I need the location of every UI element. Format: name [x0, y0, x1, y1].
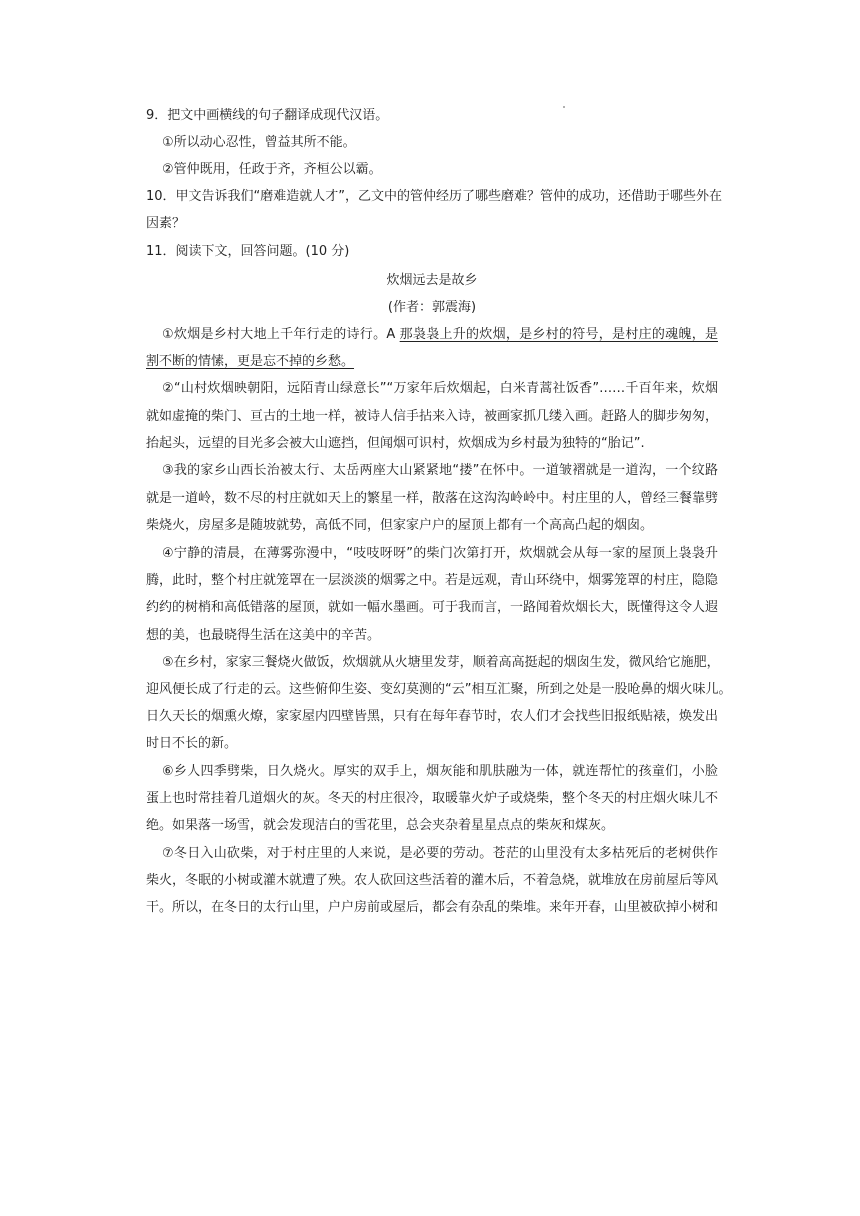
article-line: 就是一道岭，数不尽的村庄就如天上的繁星一样，散落在这沟沟岭岭中。村庄里的人，曾经三餐靠劈: [146, 491, 719, 506]
article-line: ⑤在乡村，家家三餐烧火做饭，炊烟就从火塘里发芽，顺着高高挺起的烟囱生发，微风给它施肥，: [162, 655, 720, 670]
article-line: 迎风便长成了行走的云。这些俯仰生姿、变幻莫测的“云”相互汇聚，所到之处是一股呛鼻的烟火味儿。: [146, 682, 732, 697]
article-line: 日久天长的烟熏火燎，家家屋内四壁皆黑，只有在每年春节时，农人们才会找些旧报纸贴裱，焕发出: [146, 709, 719, 724]
article-line: 柴火，冬眠的小树或灌木就遭了殃。农人砍回这些活着的灌木后，不着急烧，就堆放在房前屋后等风: [146, 873, 719, 888]
article-line: 约约的树梢和高低错落的屋顶，就如一幅水墨画。可于我而言，一路闻着炊烟长大，既懂得这令人遐: [146, 600, 719, 615]
question-9-item-1: ①所以动心忍性，曾益其所不能。: [162, 135, 356, 150]
article-line: ③我的家乡山西长治被太行、太岳两座大山紧紧地“搂”在怀中。一道皱褶就是一道沟，一个纹路: [162, 463, 718, 478]
article-line: 绝。如果落一场雪，就会发现洁白的雪花里，总会夹杂着星星点点的柴灰和煤灰。: [146, 818, 615, 833]
question-10-line-1: 10．甲文告诉我们“磨难造就人才”，乙文中的管仲经历了哪些磨难？管仲的成功，还借助于哪些外在: [146, 189, 723, 204]
article-line: 想的美，也最晓得生活在这美中的辛苦。: [146, 628, 381, 643]
article-line: 割不断的情愫，更是忘不掉的乡愁。: [146, 354, 355, 369]
article-line: 抬起头，远望的目光多会被大山遮挡，但闻烟可识村，炊烟成为乡村最为独特的“胎记”.: [146, 436, 645, 451]
article-line: ④宁静的清晨，在薄雾弥漫中，“吱吱呀呀”的柴门次第打开，炊烟就会从每一家的屋顶上袅袅升: [162, 546, 718, 561]
article-line: 干。所以，在冬日的太行山里，户户房前或屋后，都会有杂乱的柴堆。来年开春，山里被砍掉小树和: [146, 900, 719, 915]
article-line: 蛋上也时常挂着几道烟火的灰。冬天的村庄很冷，取暖靠火炉子或烧柴，整个冬天的村庄烟火味儿不: [146, 791, 719, 806]
question-9: 9．把文中画横线的句子翻译成现代汉语。: [146, 108, 389, 123]
question-10-line-2: 因素？: [146, 216, 186, 231]
article-title: 炊烟远去是故乡: [386, 273, 478, 288]
question-9-item-2: ②管仲既用，任政于齐，齐桓公以霸。: [162, 162, 382, 177]
article-line: ⑥乡人四季劈柴，日久烧火。厚实的双手上，烟灰能和肌肤融为一体，就连帮忙的孩童们，小脸: [162, 764, 718, 779]
question-11: 11．阅读下文，回答问题。(10 分): [146, 244, 350, 259]
article-line: 时日不长的新。: [146, 736, 238, 751]
article-line: ②“山村炊烟映朝阳，远陌青山绿意长”“万家年后炊烟起，白米青蒿社饭香”……千百年来，炊烟: [162, 381, 718, 396]
article-author: (作者：郭震海): [387, 300, 477, 315]
paragraph-1-line-1: [146, 326, 718, 344]
scan-speck: [563, 106, 565, 108]
article-line: ⑦冬日入山砍柴，对于村庄里的人来说，是必要的劳动。苍茫的山里没有太多枯死后的老树供作: [162, 846, 718, 861]
article-line: 柴烧火，房屋多是随坡就势，高低不同，但家家户户的屋顶上都有一个高高凸起的烟囱。: [146, 518, 654, 533]
underlined-sentence-a: 那袅袅上升的炊烟，是乡村的符号，是村庄的魂魄，是: [399, 327, 718, 342]
article-line: 就如虚掩的柴门、亘古的土地一样，被诗人信手拈来入诗，被画家抓几缕入画。赶路人的脚步匆匆，: [146, 409, 719, 424]
article-line: 腾，此时，整个村庄就笼罩在一层淡淡的烟雾之中。若是远观，青山环绕中，烟雾笼罩的村庄，隐隐: [146, 573, 719, 588]
paragraph-1-prefix: ①炊烟是乡村大地上千年行走的诗行。A: [162, 327, 400, 342]
